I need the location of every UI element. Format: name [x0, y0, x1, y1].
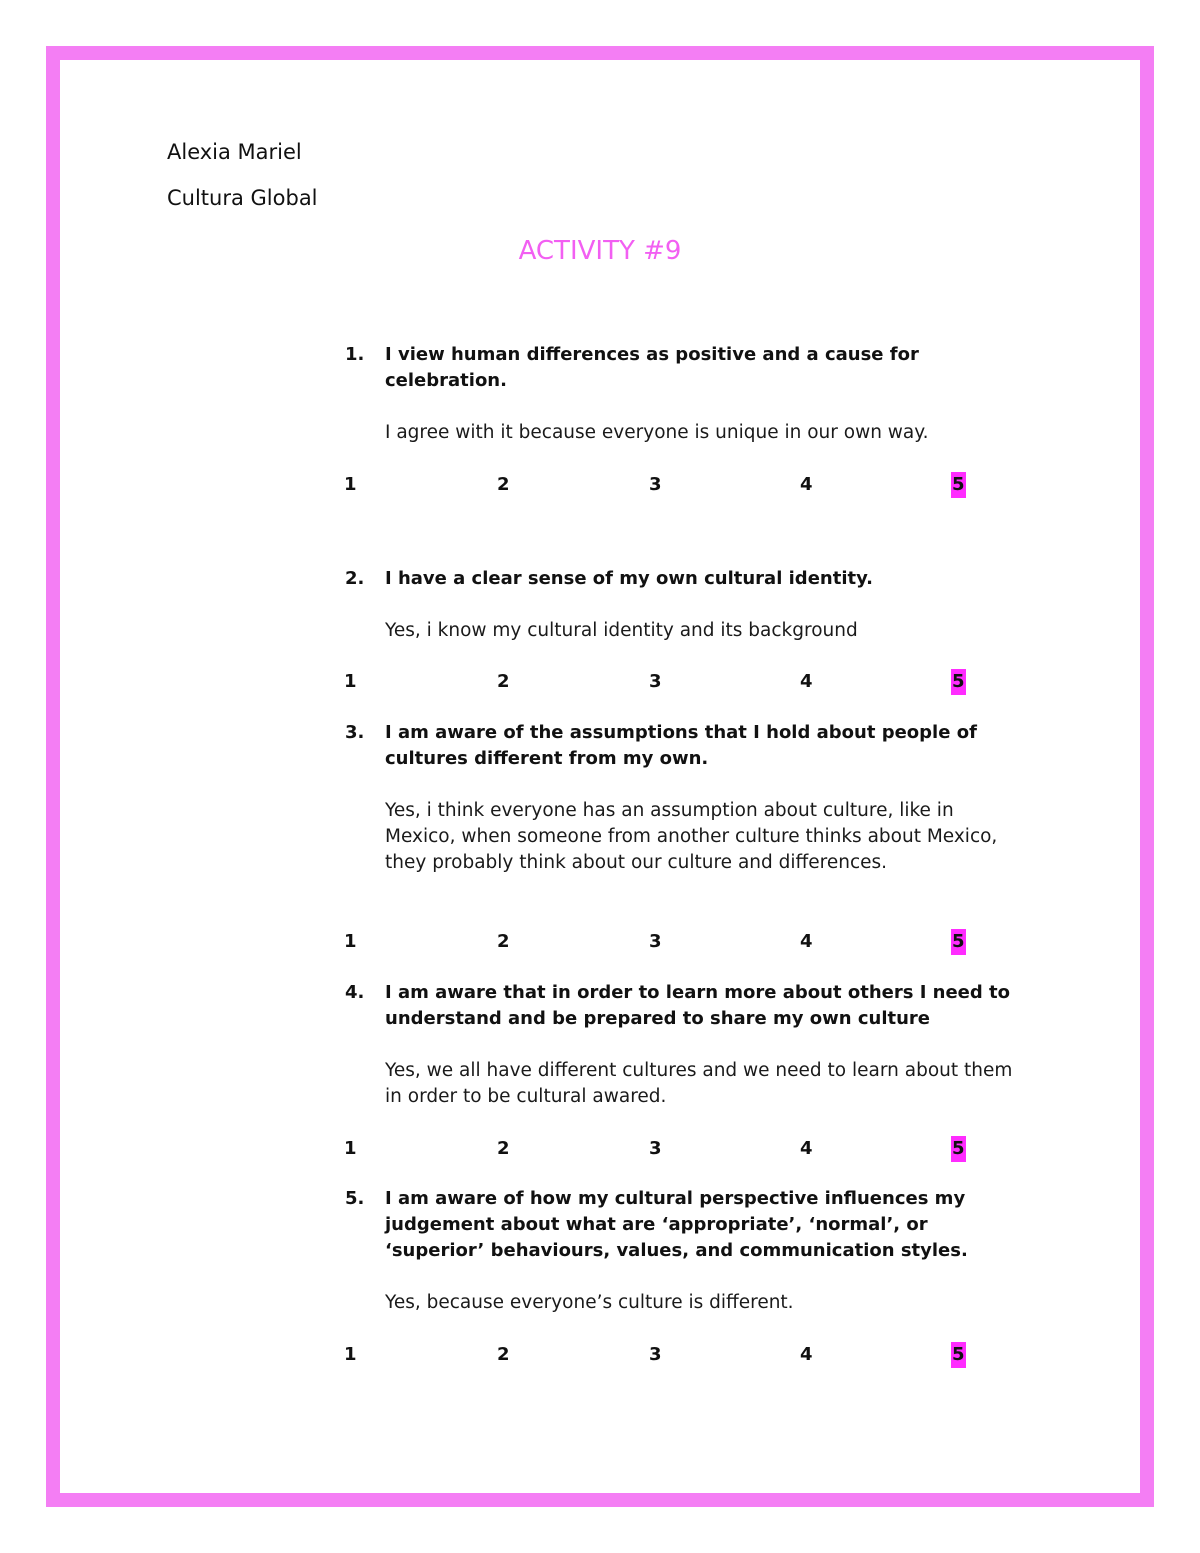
rating-option-1: 1 — [344, 1344, 357, 1365]
question-number: 3. — [345, 722, 365, 743]
rating-option-3: 3 — [649, 1344, 662, 1365]
rating-option-selected: 5 — [951, 1342, 966, 1368]
rating-option-3: 3 — [649, 474, 662, 495]
rating-option-2: 2 — [497, 474, 510, 495]
question-4 — [345, 980, 1035, 1110]
rating-scale-2 — [0, 669, 1200, 695]
question-number: 1. — [345, 344, 365, 365]
question-number: 2. — [345, 568, 365, 589]
rating-option-1: 1 — [344, 671, 357, 692]
rating-scale-3 — [0, 929, 1200, 955]
rating-scale-1 — [0, 472, 1200, 498]
rating-option-1: 1 — [344, 474, 357, 495]
activity-title: ACTIVITY #9 — [518, 236, 682, 266]
rating-option-selected: 5 — [951, 929, 966, 955]
rating-option-3: 3 — [649, 1138, 662, 1159]
rating-option-selected: 5 — [951, 1136, 966, 1162]
question-2 — [345, 566, 1035, 644]
rating-option-1: 1 — [344, 931, 357, 952]
rating-option-1: 1 — [344, 1138, 357, 1159]
answer-text: Yes, i think everyone has an assumption about culture, like in Mexico, when someone from another culture thinks about Mexico, they probably think about our culture and differences. — [385, 800, 998, 873]
question-text: I am aware that in order to learn more about others I need to understand and be prepared to share my own culture — [385, 982, 1011, 1029]
question-1 — [345, 342, 1035, 446]
question-5 — [345, 1186, 1035, 1316]
rating-option-2: 2 — [497, 931, 510, 952]
answer-text: I agree with it because everyone is unique in our own way. — [385, 422, 929, 443]
rating-option-3: 3 — [649, 671, 662, 692]
rating-option-2: 2 — [497, 1344, 510, 1365]
rating-option-3: 3 — [649, 931, 662, 952]
rating-scale-4 — [0, 1136, 1200, 1162]
question-text: I am aware of how my cultural perspective influences my judgement about what are ‘appropriate’, ‘normal’, or ‘superior’ behaviours, values, and communication styles. — [385, 1188, 968, 1261]
rating-option-4: 4 — [800, 474, 813, 495]
question-number: 4. — [345, 982, 365, 1003]
rating-option-selected: 5 — [951, 669, 966, 695]
rating-option-4: 4 — [800, 1344, 813, 1365]
rating-option-2: 2 — [497, 1138, 510, 1159]
rating-scale-5 — [0, 1342, 1200, 1368]
answer-text: Yes, we all have different cultures and we need to learn about them in order to be cultural awared. — [385, 1060, 1013, 1107]
rating-option-4: 4 — [800, 931, 813, 952]
question-text: I have a clear sense of my own cultural identity. — [385, 568, 874, 589]
rating-option-2: 2 — [497, 671, 510, 692]
question-number: 5. — [345, 1188, 365, 1209]
course-name: Cultura Global — [167, 186, 318, 210]
question-3 — [345, 720, 1035, 876]
answer-text: Yes, because everyone’s culture is different. — [385, 1292, 794, 1313]
author-name: Alexia Mariel — [167, 140, 302, 164]
rating-option-4: 4 — [800, 671, 813, 692]
question-text: I view human differences as positive and a cause for celebration. — [385, 344, 919, 391]
rating-option-4: 4 — [800, 1138, 813, 1159]
question-text: I am aware of the assumptions that I hold about people of cultures different from my own. — [385, 722, 977, 769]
rating-option-selected: 5 — [951, 472, 966, 498]
answer-text: Yes, i know my cultural identity and its background — [385, 620, 858, 641]
